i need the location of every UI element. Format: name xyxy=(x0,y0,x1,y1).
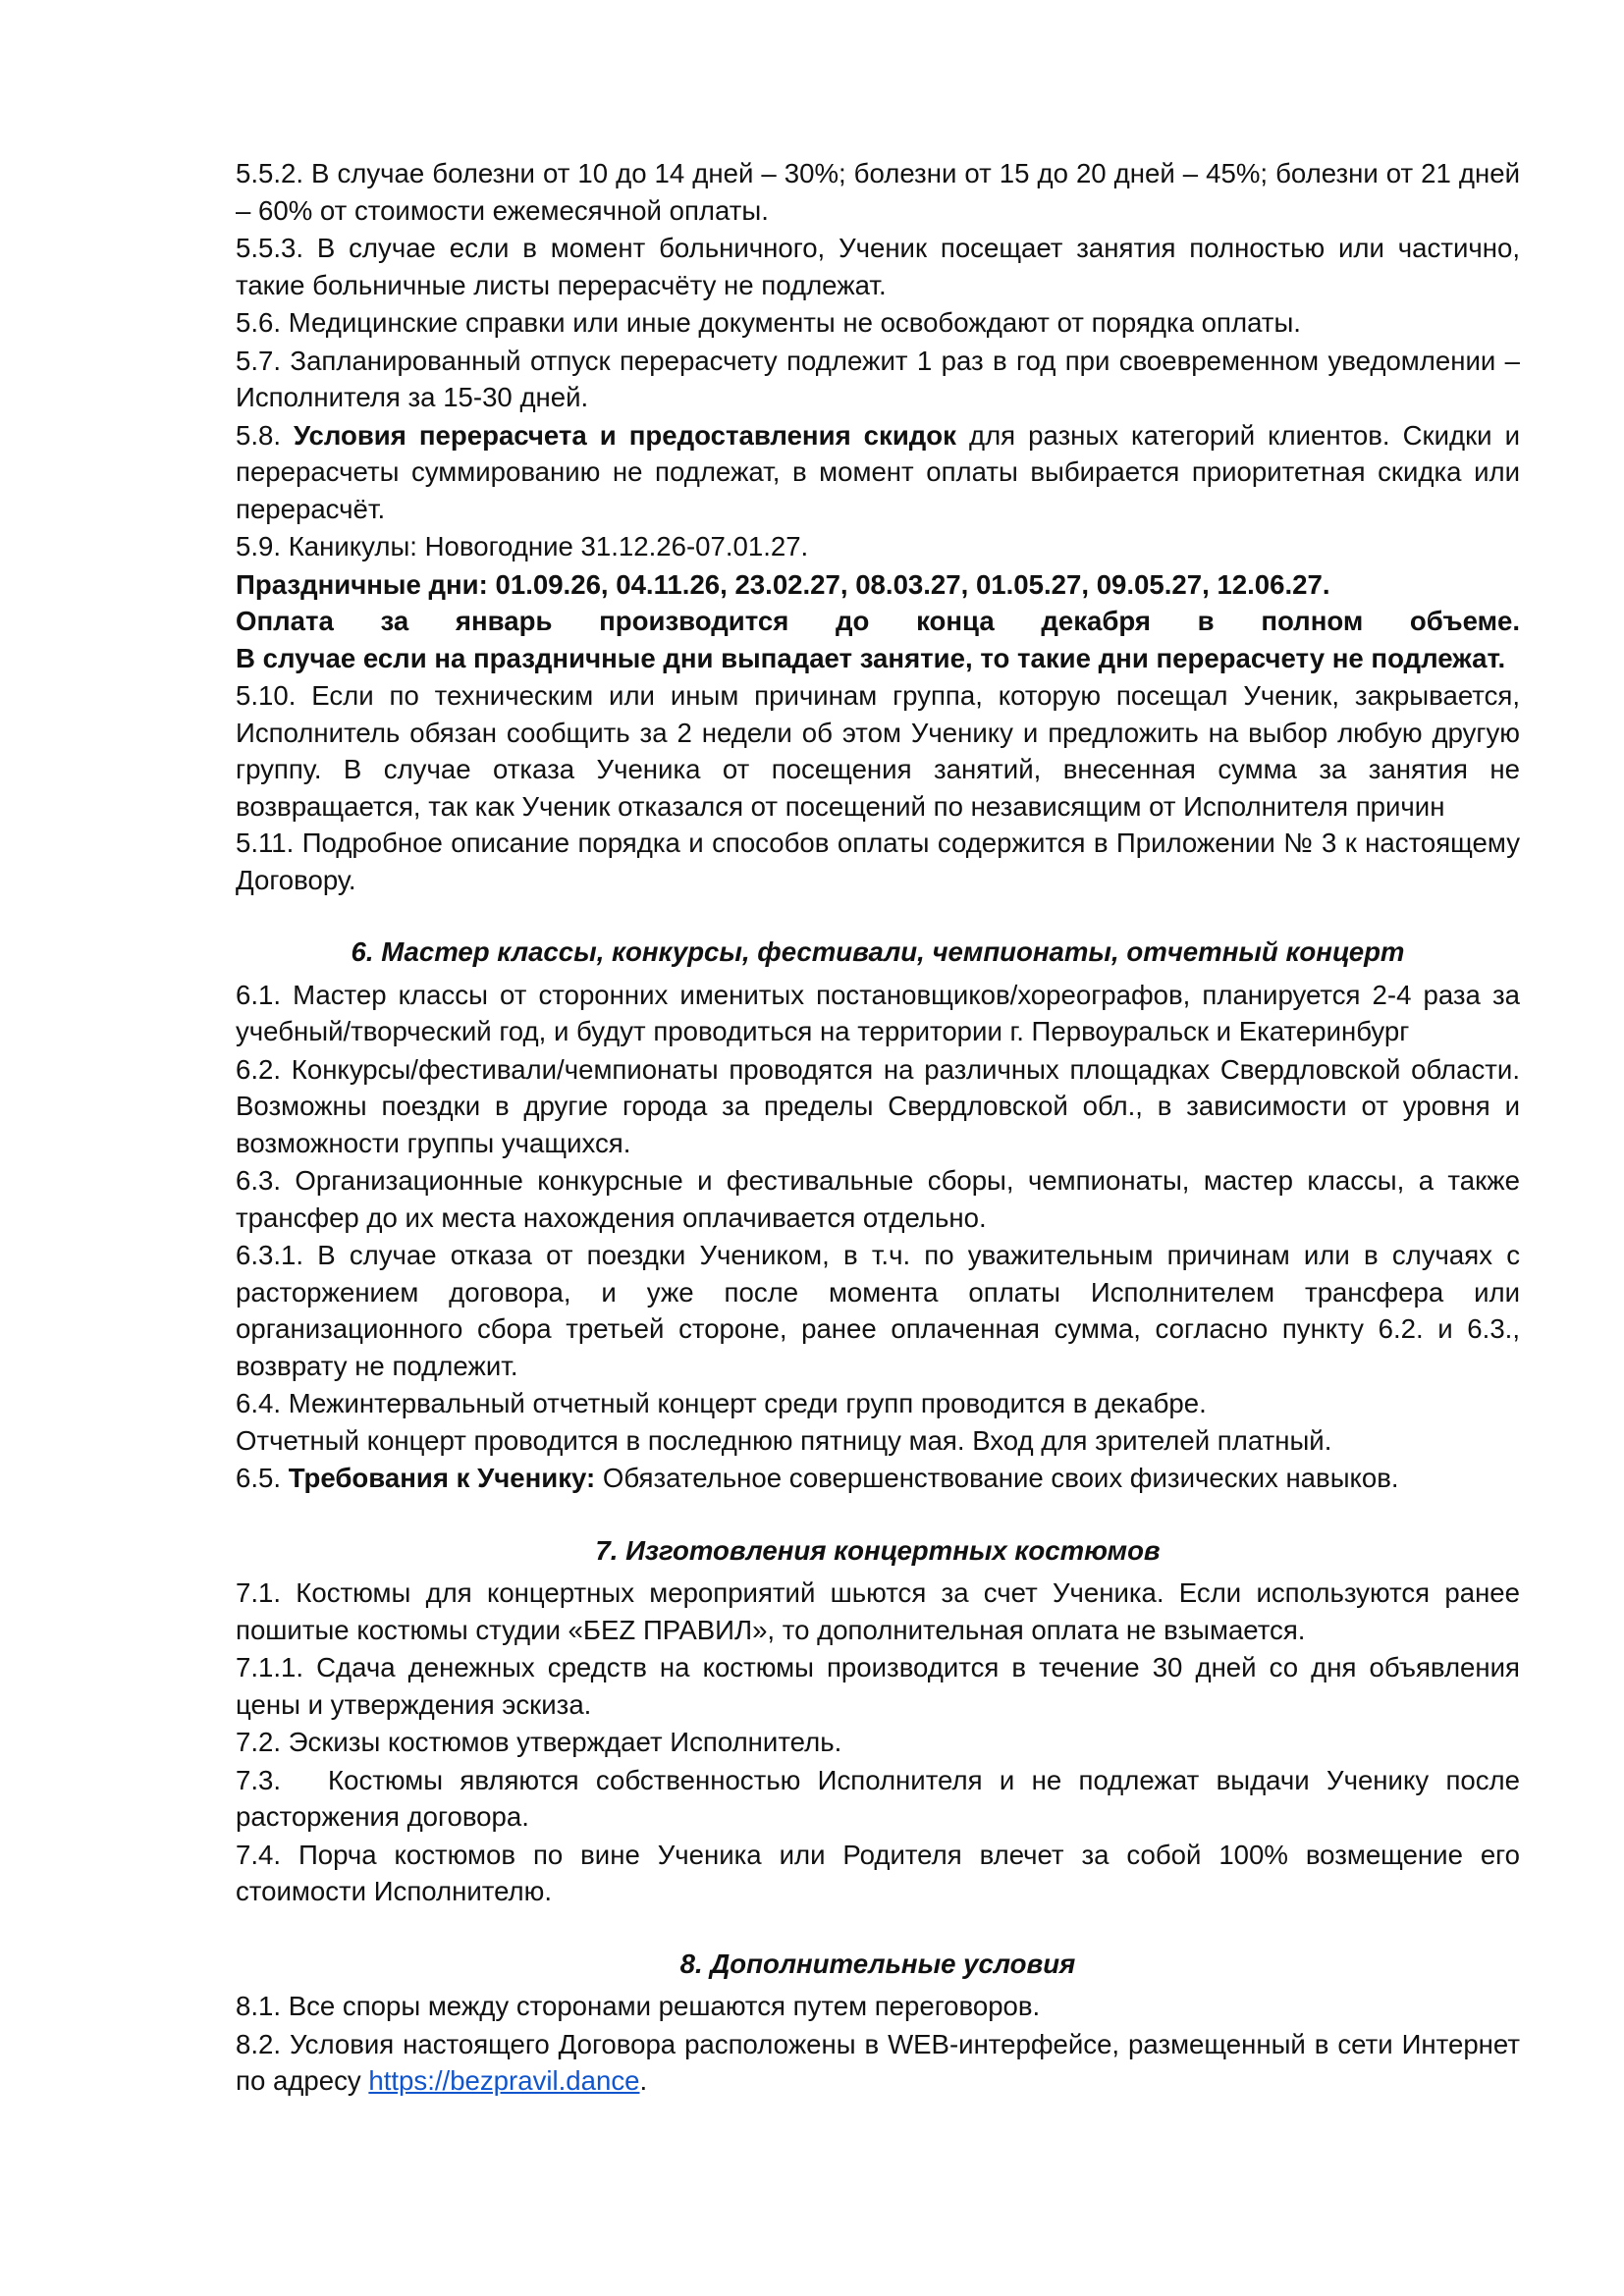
clause-5-9: 5.9. Каникулы: Новогодние 31.12.26-07.01.27. xyxy=(236,531,809,561)
clause-6-4: 6.4. Межинтервальный отчетный концерт среди групп проводится в декабре. xyxy=(236,1388,1207,1418)
clause-5-8-text: для разных категорий клиентов. Скидки и перерасчеты суммированию не подлежат, в момент оплаты выбирается приоритетная скидка или перерасчёт. xyxy=(236,419,1520,524)
clause-8-1: 8.1. Все споры между сторонами решаются путем переговоров. xyxy=(236,1991,1041,2021)
holidays-line xyxy=(236,566,1520,604)
clause-5-11: 5.11. Подробное описание порядка и способов оплаты содержится в Приложении № 3 к настоящему Договору. xyxy=(236,828,1520,895)
clause-6-5 xyxy=(236,1460,1520,1497)
clause-7-3-number: 7.3. xyxy=(236,1764,282,1795)
clause-6-3-1: 6.3.1. В случае отказа от поездки Учеником, в т.ч. по уважительным причинам или в случаях с расторжением договора, и уже после момента оплаты Исполнителем трансфера или организационного сбора третьей стороне, ранее оплаченная сумма, согласно пункту 6.2. и 6.3., возврату не подлежит. xyxy=(236,1240,1520,1381)
section-6-heading: 6. Мастер классы, конкурсы, фестивали, чемпионаты, отчетный концерт xyxy=(351,936,1405,967)
january-payment-text: Оплата за январь производится до конца декабря в полном объеме. xyxy=(236,606,1520,636)
clause-8-2 xyxy=(236,2026,1520,2100)
clause-5-8-title: Условия перерасчета и предоставления скидок xyxy=(294,419,956,451)
website-link[interactable]: https://bezpravil.dance xyxy=(368,2065,640,2096)
document-body xyxy=(236,155,1520,2100)
holidays-text: Праздничные дни: 01.09.26, 04.11.26, 23.02.27, 08.03.27, 01.05.27, 09.05.27, 12.06.27. xyxy=(236,568,1330,600)
clause-5-7: 5.7. Запланированный отпуск перерасчету подлежит 1 раз в год при своевременном уведомлении – Исполнителя за 15-30 дней. xyxy=(236,345,1520,412)
clause-7-3-text: Костюмы являются собственностью Исполнителя и не подлежат выдачи Ученику после расторжения договора. xyxy=(236,1764,1520,1832)
clause-7-3 xyxy=(236,1762,1520,1836)
clause-5-6: 5.6. Медицинские справки или иные документы не освобождают от порядка оплаты. xyxy=(236,307,1301,338)
section-8-heading: 8. Дополнительные условия xyxy=(679,1948,1076,1979)
holiday-note-line xyxy=(236,640,1520,677)
clause-6-1: 6.1. Мастер классы от сторонних именитых постановщиков/хореографов, планируется 2-4 раза за учебный/творческий год, и будут проводиться на территории г. Первоуральск и Екатеринбург xyxy=(236,979,1520,1046)
clause-8-2-text: 8.2. Условия настоящего Договора расположены в WEB-интерфейсе, размещенный в сети Интернет по адресу xyxy=(236,2028,1520,2096)
clause-5-8-number: 5.8. xyxy=(236,419,282,451)
clause-6-5-text: Обязательное совершенствование своих физических навыков. xyxy=(602,1463,1399,1493)
clause-5-5-3: 5.5.3. В случае если в момент больничного, Ученик посещает занятия полностью или частично, такие больничные листы перерасчёту не подлежат. xyxy=(236,233,1520,300)
clause-7-2: 7.2. Эскизы костюмов утверждает Исполнитель. xyxy=(236,1727,842,1757)
clause-6-5-title: Требования к Ученику: xyxy=(288,1463,596,1493)
section-7-heading: 7. Изготовления концертных костюмов xyxy=(595,1534,1161,1566)
clause-7-1: 7.1. Костюмы для концертных мероприятий шьются за счет Ученика. Если используются ранее пошитые костюмы студии «БЕZ ПРАВИЛ», то дополнительная оплата не взымается. xyxy=(236,1577,1520,1645)
clause-7-1-1: 7.1.1. Сдача денежных средств на костюмы производится в течение 30 дней со дня объявления цены и утверждения эскиза. xyxy=(236,1652,1520,1720)
clause-5-8 xyxy=(236,417,1520,528)
clause-8-2-period: . xyxy=(639,2065,648,2096)
clause-7-4: 7.4. Порча костюмов по вине Ученика или Родителя влечет за собой 100% возмещение его стоимости Исполнителю. xyxy=(236,1839,1520,1906)
clause-6-2: 6.2. Конкурсы/фестивали/чемпионаты проводятся на различных площадках Свердловской области. Возможны поездки в другие города за пределы Свердловской обл., в зависимости от уровня и возможности группы учащихся. xyxy=(236,1053,1520,1158)
holiday-note-text: В случае если на праздничные дни выпадает занятие, то такие дни перерасчету не подлежат. xyxy=(236,642,1506,673)
clause-6-4-concert: Отчетный концерт проводится в последнюю пятницу мая. Вход для зрителей платный. xyxy=(236,1424,1332,1456)
january-payment-line xyxy=(236,603,1520,640)
clause-5-10: 5.10. Если по техническим или иным причинам группа, которую посещал Ученик, закрывается, Исполнитель обязан сообщить за 2 недели об этом Ученику и предложить на выбор любую другую группу. В случае отказа Ученика от посещения занятий, внесенная сумма за занятия не возвращается, так как Ученик отказался от посещений по независящим от Исполнителя причин xyxy=(236,680,1520,822)
clause-6-3: 6.3. Организационные конкурсные и фестивальные сборы, чемпионаты, мастер классы, а также трансфер до их места нахождения оплачивается отдельно. xyxy=(236,1165,1520,1233)
clause-6-5-number: 6.5. xyxy=(236,1463,282,1493)
clause-5-5-2: 5.5.2. В случае болезни от 10 до 14 дней – 30%; болезни от 15 до 20 дней – 45%; болезни от 21 дней – 60% от стоимости ежемесячной оплаты. xyxy=(236,158,1520,226)
